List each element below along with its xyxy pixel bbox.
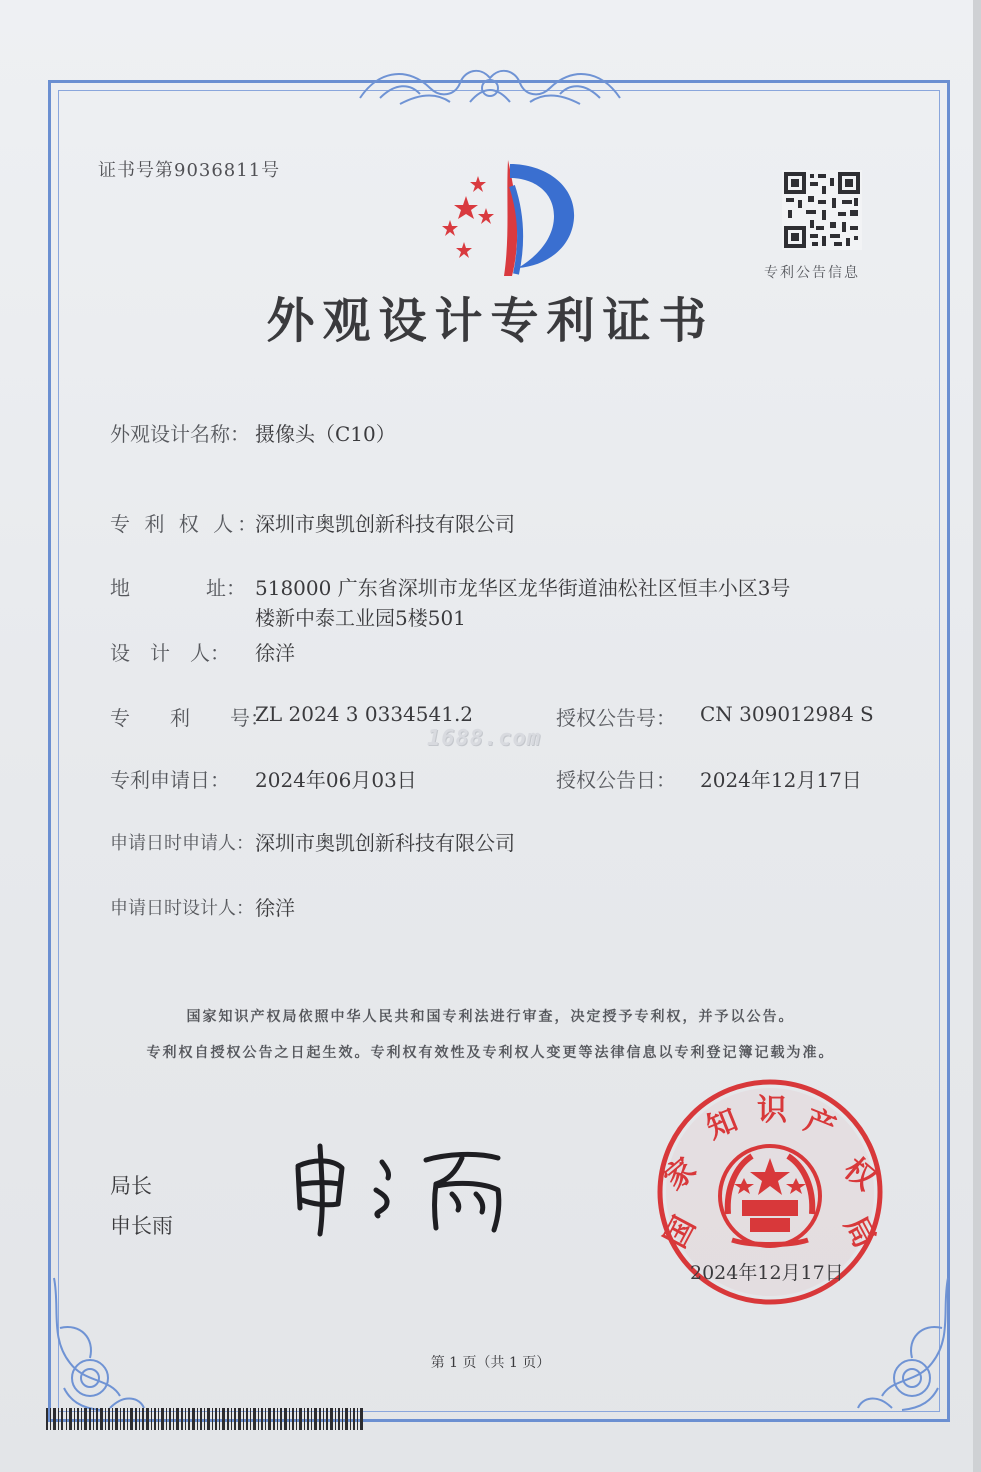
design-name-label: 外观设计名称： [110, 422, 250, 446]
design-name-value: 摄像头（C10） [255, 422, 396, 446]
patentee-value: 深圳市奥凯创新科技有限公司 [255, 512, 515, 536]
page-edge [973, 0, 981, 1472]
seal-char-3: 知 [701, 1102, 743, 1147]
address-line-1: 518000 广东省深圳市龙华区龙华街道油松社区恒丰小区3号 [255, 576, 791, 600]
designer-at-filing-value: 徐洋 [255, 896, 295, 920]
qr-caption: 专利公告信息 [764, 265, 860, 281]
qr-code[interactable] [782, 170, 862, 250]
bottom-left-ornament [40, 1268, 150, 1418]
seal-char-1: 国 [657, 1210, 703, 1254]
official-name: 申长雨 [110, 1214, 173, 1238]
notice-line-1: 国家知识产权局依照中华人民共和国专利法进行审查，决定授予专利权，并予以公告。 [186, 1009, 795, 1025]
seal-date: 2024年12月17日 [690, 1262, 844, 1284]
official-title: 局长 [110, 1174, 152, 1198]
applicant-at-filing-label: 申请日时申请人： [110, 833, 254, 854]
patentee-label: 专 利 权 人： [110, 512, 262, 536]
designer-at-filing-label: 申请日时设计人： [110, 898, 254, 919]
address-line-2: 楼新中泰工业园5楼501 [255, 606, 466, 630]
barcode [46, 1408, 366, 1430]
grant-publication-date-label: 授权公告日： [556, 768, 676, 792]
seal-char-4: 识 [757, 1093, 787, 1128]
patent-number-label: 专 利 号： [110, 706, 270, 730]
seal-char-7: 局 [837, 1210, 883, 1254]
address-label-2: 址： [206, 576, 246, 600]
page-number: 第 1 页（共 1 页） [430, 1355, 551, 1371]
filing-date-value: 2024年06月03日 [255, 768, 417, 792]
certificate-number: 证书号第9036811号 [98, 160, 281, 181]
applicant-at-filing-value: 深圳市奥凯创新科技有限公司 [255, 831, 515, 855]
seal-char-6: 权 [836, 1151, 883, 1198]
grant-publication-number-value: CN 309012984 S [700, 702, 874, 726]
patent-number-value: ZL 2024 3 0334541.2 [255, 702, 474, 726]
grant-publication-number-label: 授权公告号： [556, 706, 676, 730]
signature [286, 1138, 516, 1238]
notice-line-2: 专利权自授权公告之日起生效。专利权有效性及专利权人变更等法律信息以专利登记簿记载为准。 [146, 1045, 835, 1061]
watermark: 1688.com [427, 726, 541, 751]
address-label-1: 地 [110, 576, 130, 600]
seal-char-2: 家 [657, 1151, 704, 1198]
designer-value: 徐洋 [255, 641, 295, 665]
top-ornament [340, 58, 640, 114]
seal-char-5: 产 [799, 1102, 841, 1147]
filing-date-label: 专利申请日： [110, 768, 230, 792]
cnipa-logo [426, 156, 586, 280]
designer-label: 设 计 人： [110, 641, 230, 665]
grant-publication-date-value: 2024年12月17日 [700, 768, 862, 792]
certificate-title: 外观设计专利证书 [266, 293, 715, 349]
